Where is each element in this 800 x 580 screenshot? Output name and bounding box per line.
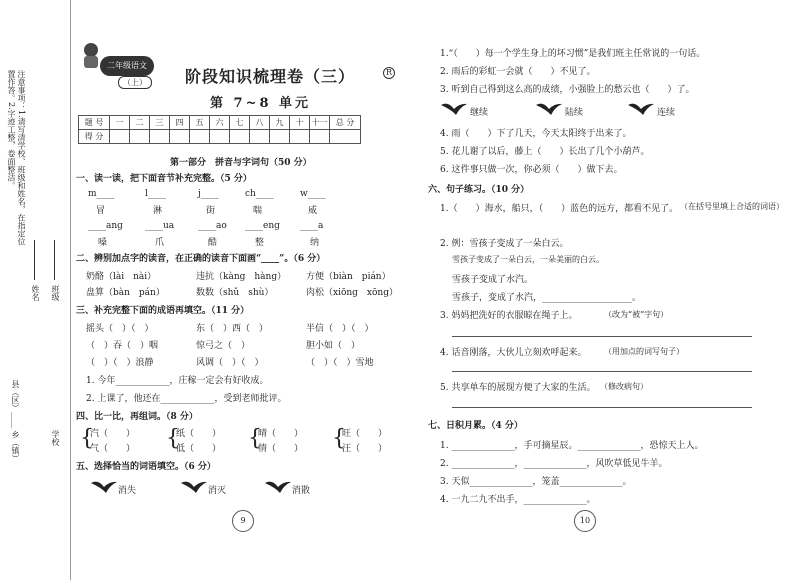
- score-header-cell: 八: [250, 116, 270, 130]
- score-header-cell: 一: [110, 116, 130, 130]
- q6-item2-example: 雪孩子变成了一朵白云，一朵美丽的白云。: [452, 255, 604, 264]
- q4-word[interactable]: 纸（ ）: [176, 429, 222, 439]
- q1-char: 纳: [310, 238, 320, 248]
- q1-char: 整: [255, 238, 265, 248]
- part-title: 第一部分 拼音与字词句（50 分）: [170, 158, 312, 168]
- q6-item2-b[interactable]: 雪孩子，变成了水汽，____________________。: [452, 293, 642, 303]
- page-number-right: 10: [574, 510, 596, 532]
- q3-idiom[interactable]: 风调（ ）（ ）: [196, 358, 264, 368]
- units-heading: 第 7~8 单元: [210, 96, 312, 111]
- q4-word[interactable]: 低（ ）: [176, 444, 222, 454]
- q3-idiom[interactable]: （ ）（ ）浪静: [86, 358, 154, 368]
- swallow-icon: [535, 101, 563, 117]
- score-input-cell[interactable]: [250, 130, 270, 144]
- score-header-cell: 十一: [310, 116, 330, 130]
- score-header-cell: 九: [270, 116, 290, 130]
- q3-idiom[interactable]: 半信（ ）（ ）: [306, 324, 374, 334]
- q5-title: 五、选择恰当的词语填空。（6 分）: [76, 462, 216, 472]
- q1-pinyin-blank[interactable]: w____: [300, 189, 326, 199]
- q1-pinyin-blank[interactable]: ____ang: [88, 221, 123, 231]
- q6-item3-answer-line[interactable]: [452, 335, 752, 337]
- swallow-icon: [90, 479, 118, 495]
- q4-word[interactable]: 气（ ）: [90, 444, 136, 454]
- q2-item[interactable]: 盘算（bàn pán）: [86, 288, 165, 298]
- score-input-cell[interactable]: [270, 130, 290, 144]
- swallow-icon: [440, 101, 468, 117]
- swallow-icon: [627, 101, 655, 117]
- score-header-cell: 十: [290, 116, 310, 130]
- q5-sentence[interactable]: 6. 这件事只做一次，你必须（ ）做下去。: [440, 165, 623, 175]
- q6-item5: 5. 共享单车的展现方便了大家的生活。: [440, 383, 596, 393]
- score-label-cell: 得 分: [79, 130, 110, 144]
- q1-char: 街: [206, 206, 216, 216]
- q1-char: 淋: [153, 206, 163, 216]
- page-number-left: 9: [232, 510, 254, 532]
- q2-item[interactable]: 方便（biàn pián）: [306, 272, 391, 282]
- q7-title: 七、日积月累。（4 分）: [428, 421, 523, 431]
- q5-word: 消灭: [208, 486, 227, 496]
- q4-word[interactable]: 汪（ ）: [342, 444, 388, 454]
- q2-item[interactable]: 数数（shǔ shù）: [196, 288, 274, 298]
- binding-label-class: 班级: [51, 285, 60, 301]
- q6-item4-note: （用加点的词写句子）: [604, 347, 684, 356]
- q5-word: 消散: [292, 486, 311, 496]
- q4-word[interactable]: 晴（ ）: [258, 429, 304, 439]
- q6-item2: 2. 例：雪孩子变成了一朵白云。: [440, 239, 569, 249]
- q7-line1[interactable]: 1. ______________，手可摘星辰。______________，恐惊天上人。: [440, 441, 704, 451]
- score-header-cell: 二: [130, 116, 150, 130]
- score-input-cell[interactable]: [110, 130, 130, 144]
- score-input-cell[interactable]: [290, 130, 310, 144]
- q1-pinyin-blank[interactable]: ____ua: [145, 221, 175, 231]
- q3-fill-1[interactable]: 1. 今年____________，庄稼一定会有好收成。: [86, 376, 269, 386]
- q6-item1-note: （在括号里填上合适的词语）: [680, 202, 784, 211]
- q3-idiom[interactable]: 东（ ）西（ ）: [196, 324, 269, 334]
- q4-word[interactable]: 情（ ）: [258, 444, 304, 454]
- score-header-cell: 六: [210, 116, 230, 130]
- score-header-cell: 总 分: [330, 116, 361, 130]
- score-input-cell[interactable]: [210, 130, 230, 144]
- q5-sentence[interactable]: 2. 雨后的彩虹一会就（ ）不见了。: [440, 67, 596, 77]
- q1-char: 威: [308, 206, 318, 216]
- q3-idiom[interactable]: 惊弓之（ ）: [196, 341, 251, 351]
- page-title: 阶段知识梳理卷（三）: [185, 67, 356, 86]
- q1-pinyin-blank[interactable]: j____: [198, 189, 219, 199]
- q5-word-option: 陆续: [565, 108, 584, 118]
- q5-word-option: 继续: [470, 108, 489, 118]
- score-input-cell[interactable]: [130, 130, 150, 144]
- q4-title: 四、比一比，再组词。（8 分）: [76, 412, 198, 422]
- q5-sentence[interactable]: 3. 听到自己得到这么高的成绩，小强脸上的愁云也（ ）了。: [440, 85, 695, 95]
- swallow-icon: [264, 479, 292, 495]
- q1-pinyin-blank[interactable]: ____a: [300, 221, 324, 231]
- q6-item4-answer-line[interactable]: [452, 370, 752, 372]
- score-header-cell: 七: [230, 116, 250, 130]
- q3-idiom[interactable]: （ ）吞（ ）咽: [86, 341, 159, 351]
- q1-char: 嗓: [98, 238, 108, 248]
- score-header-cell: 五: [190, 116, 210, 130]
- q5-word-option: 连续: [657, 108, 676, 118]
- q4-brace-icon: {: [248, 426, 262, 451]
- score-input-cell[interactable]: [310, 130, 330, 144]
- binding-label-school: 学校: [51, 430, 60, 446]
- q1-pinyin-blank[interactable]: ____eng: [245, 221, 280, 231]
- binding-label-county: 县（区）____ 乡（镇）: [11, 380, 20, 463]
- q6-item3-note: （改为“被”字句）: [604, 310, 669, 319]
- score-header-cell: 题 号: [79, 116, 110, 130]
- q6-item1[interactable]: 1.（ ）海水，船只，（ ）蓝色的远方，都看不见了。: [440, 204, 679, 214]
- q3-idiom[interactable]: 胆小如（ ）: [306, 341, 361, 351]
- q1-char: 酷: [208, 238, 218, 248]
- score-input-cell[interactable]: [190, 130, 210, 144]
- q2-item[interactable]: 奶酪（lài nài）: [86, 272, 157, 282]
- q4-brace-icon: {: [166, 426, 180, 451]
- q1-char: 冒: [96, 206, 106, 216]
- q5-word: 消失: [118, 486, 137, 496]
- binding-notice: 注意事项：1.请写清学校、班级和姓名，在指定位置作答。2.字迹工整，卷面整洁。: [7, 70, 26, 246]
- score-table: [78, 115, 361, 144]
- q1-pinyin-blank[interactable]: m____: [88, 189, 115, 199]
- q3-idiom[interactable]: 摇头（ ）（ ）: [86, 324, 154, 334]
- q7-line3[interactable]: 3. 天似______________，笼盖______________。: [440, 477, 632, 487]
- q4-brace-icon: {: [332, 426, 346, 451]
- q7-line2[interactable]: 2. ______________，______________，风吹草低见牛羊。: [440, 459, 668, 469]
- q6-item5-note: （修改病句）: [600, 382, 648, 391]
- q2-item[interactable]: 违抗（kàng hàng）: [196, 272, 287, 282]
- score-input-cell[interactable]: [230, 130, 250, 144]
- q7-line4[interactable]: 4. 一九二九不出手，______________。: [440, 495, 596, 505]
- q4-word[interactable]: 旺（ ）: [342, 429, 388, 439]
- swallow-icon: [180, 479, 208, 495]
- binding-label-name: 姓名: [31, 285, 40, 301]
- q3-fill-2[interactable]: 2. 上课了，他还在____________，受到老师批评。: [86, 394, 287, 404]
- q5-sentence[interactable]: 4. 雨（ ）下了几天，今天太阳终于出来了。: [440, 129, 632, 139]
- registered-mark: R: [383, 67, 395, 79]
- score-input-cell[interactable]: [170, 130, 190, 144]
- q6-item2-a: 雪孩子变成了水汽。: [452, 275, 534, 285]
- q1-title: 一、读一读，把下面音节补充完整。（5 分）: [76, 174, 252, 184]
- q6-item3: 3. 妈妈把洗好的衣服晾在绳子上。: [440, 311, 578, 321]
- q2-item[interactable]: 肉松（xiōng xōng）: [306, 288, 398, 298]
- q1-pinyin-blank[interactable]: l____: [145, 189, 166, 199]
- q6-item5-answer-line[interactable]: [452, 406, 752, 408]
- q1-pinyin-blank[interactable]: ch____: [245, 189, 274, 199]
- q6-item4: 4. 话音刚落，大伙儿立刻欢呼起来。: [440, 348, 587, 358]
- q5-sentence[interactable]: 5. 花儿谢了以后，藤上（ ）长出了几个小葫芦。: [440, 147, 650, 157]
- q3-title: 三、补充完整下面的成语再填空。（11 分）: [76, 306, 250, 316]
- q4-brace-icon: {: [80, 426, 94, 451]
- q5-sentence[interactable]: 1.“（ ）每一个学生身上的坏习惯”是我们班主任常说的一句话。: [440, 49, 706, 59]
- score-header-cell: 三: [150, 116, 170, 130]
- q3-idiom[interactable]: （ ）（ ）雪地: [306, 358, 374, 368]
- mascot-icon: [80, 42, 102, 70]
- score-input-cell[interactable]: [330, 130, 361, 144]
- q1-pinyin-blank[interactable]: ____ao: [198, 221, 227, 231]
- q6-title: 六、句子练习。（10 分）: [428, 185, 530, 195]
- binding-strip: [0, 0, 71, 580]
- q2-title: 二、辨别加点字的读音，在正确的读音下面画“____”。（6 分）: [76, 254, 326, 264]
- q4-word[interactable]: 汽（ ）: [90, 429, 136, 439]
- q1-char: 喘: [253, 206, 263, 216]
- q1-char: 爪: [155, 238, 165, 248]
- score-input-cell[interactable]: [150, 130, 170, 144]
- volume-label: （上）: [118, 76, 152, 89]
- score-header-cell: 四: [170, 116, 190, 130]
- grade-badge: 二年级语文: [100, 56, 154, 76]
